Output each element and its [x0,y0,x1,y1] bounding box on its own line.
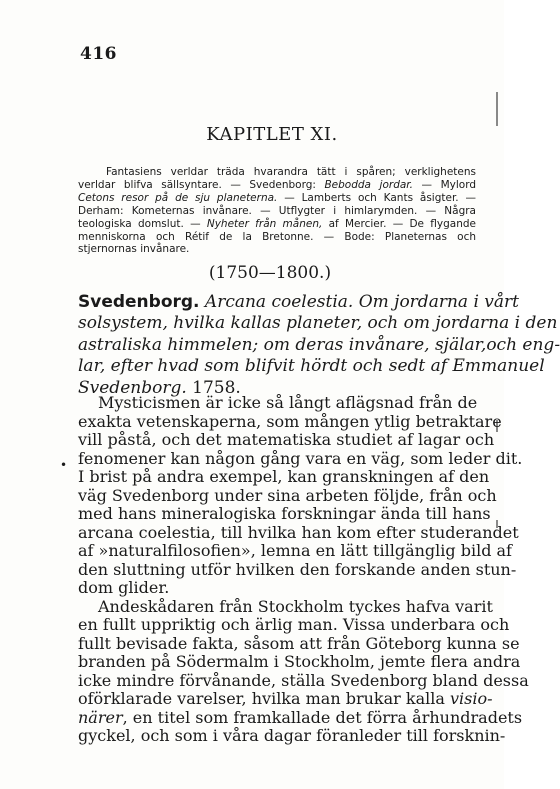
body-text-segment: fenomener kan någon gång vara en väg, som leder dit. [78,448,523,468]
body-text-segment: icke mindre förvånande, ställa Svedenborg bland dessa [78,670,529,690]
summary-line [78,179,476,192]
body-text-segment: Andeskådaren från Stockholm tyckes hafva varit [98,596,493,616]
entry-line [78,356,545,377]
entry-year: 1758. [186,377,241,398]
summary-line [78,205,476,218]
summary-line [78,192,476,205]
margin-mark: • [60,458,68,472]
body-line [78,394,476,413]
body-text-segment: I brist på andra exempel, kan granskningen af den [78,467,490,486]
summary-line [78,218,476,231]
body-text-segment: den sluttning utför hvilken den forskande anden stun- [78,559,517,579]
summary-text: Derham: Kometernas invånare. — Utflygter i himlarymden. — Några [78,204,476,217]
body-text-segment: branden på Södermalm i Stockholm, jemte flera andra [78,652,521,671]
body-emphasis: visio- [449,689,493,708]
body-text-segment: gyckel, och som i våra dagar föranleder till forsknin- [78,726,506,745]
body-text-segment: med hans mineralogiska forskningar ända till hans [78,504,491,523]
body-line [78,504,491,524]
page-number: 416 [80,44,117,64]
summary-line [78,166,476,179]
body-text-segment: fullt bevisade fakta, såsom att från Göteborg kunna se [78,633,520,653]
body-line [78,652,521,672]
summary-text: Fantasiens verldar träda hvarandra tätt i spåren; verklighetens [106,166,476,178]
bibliographic-entry [78,292,560,399]
summary-text: teologiska domslut. — [78,217,207,230]
body-line [78,633,520,654]
entry-author: Svedenborg. [78,292,200,312]
chapter-heading: KAPITLET XI. [206,124,338,145]
chapter-summary [78,166,476,256]
entry-title: lar, efter hvad som blifvit hördt och sedt af Emmanuel [78,356,545,377]
body-text-segment: arcana coelestia, till hvilka han kom efter studerandet [78,522,519,542]
summary-line [78,231,476,244]
scan-edge-mark [496,92,498,126]
summary-line [78,243,476,256]
body-text-segment: väg Svedenborg under sina arbeten följde, från och [78,485,497,505]
body-line [78,579,476,598]
summary-title: Cetons resor på de sju planeterna. [78,191,278,204]
entry-line [78,292,519,313]
body-text-segment: en fullt uppriktig och ärlig man. Vissa underbara och [78,615,510,634]
body-text-segment: vill påstå, och det matematiska studiet af lagar och [78,430,495,449]
body-text-segment: dom glider. [78,578,170,597]
body-line [78,559,517,580]
body-emphasis: närer [78,707,123,727]
entry-title: astraliska himmelen; om deras invånare, själar,och eng- [78,334,560,355]
body-line [78,485,497,506]
entry-title: Svedenborg. [78,377,187,398]
body-line [78,448,523,469]
body-line [78,522,519,543]
body-line [78,689,493,709]
entry-line [78,334,560,356]
body-text-segment: af »naturalfilosofien», lemna en lätt tillgänglig bild af [78,541,512,560]
body-line [78,707,523,728]
summary-title: Bebodda jordar. [324,178,413,191]
summary-text: stjernornas invånare. [78,243,190,256]
body-line [78,596,493,617]
body-line [78,541,512,561]
summary-text: menniskorna och Rétif de la Bretonne. — Bode: Planeternas och [78,230,476,243]
entry-title: Arcana coelestia. Om jordarna i vårt [204,292,519,312]
body-line [78,430,495,450]
body-text-segment: , en titel som framkallade det förra århundradets [122,707,523,727]
body-text-segment: Mysticismen är icke så långt aflägsnad från de [98,393,478,412]
body-text [78,393,529,746]
body-text-segment: oförklarade varelser, hvilka man brukar kalla [78,689,450,708]
body-line [78,615,510,635]
body-text-segment: exakta vetenskaperna, som mången ytlig betraktare [78,411,502,431]
body-line [78,670,529,691]
entry-title: solsystem, hvilka kallas planeter, och om jordarna i den [78,313,558,334]
summary-text: verldar blifva sällsyntare. — Svedenborg: [78,178,325,191]
summary-text: af Mercier. — De flygande [322,217,476,230]
period-years: (1750—1800.) [208,263,332,283]
summary-text: — Mylord [412,178,476,191]
body-line [78,726,506,746]
body-line [78,411,502,432]
entry-line [78,313,558,334]
summary-title: Nyheter från månen, [206,217,323,230]
summary-text: — Lamberts och Kants åsigter. — [277,191,476,204]
body-line [78,467,490,487]
